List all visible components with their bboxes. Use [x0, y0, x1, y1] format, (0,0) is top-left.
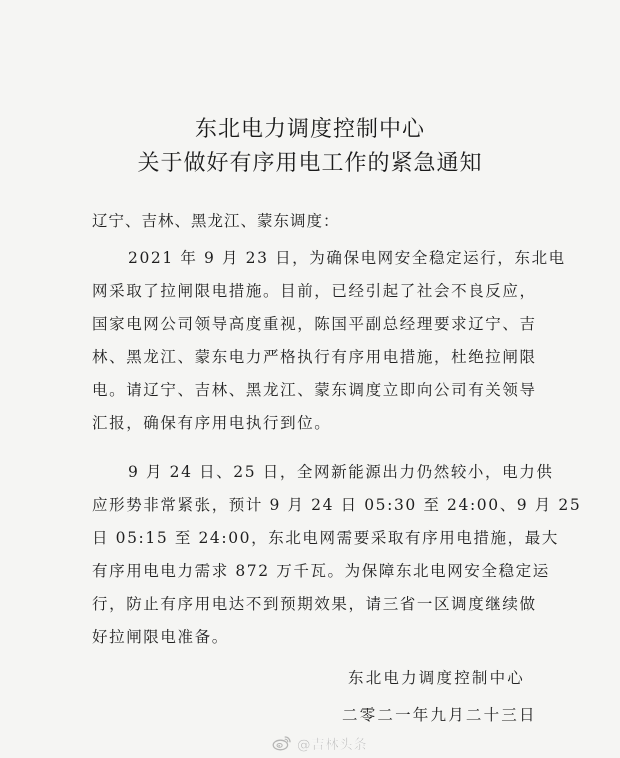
paragraph1-line: 汇报，确保有序用电执行到位。 — [92, 414, 332, 432]
paragraph1-line: 电。请辽宁、吉林、黑龙江、蒙东调度立即向公司有关领导 — [92, 381, 537, 399]
paragraph2-line: 行，防止有序用电达不到预期效果，请三省一区调度继续做 — [92, 595, 537, 613]
paragraph1-line: 2021 年 9 月 23 日，为确保电网安全稳定运行，东北电 — [128, 249, 566, 267]
paragraph2-line: 应形势非常紧张，预计 9 月 24 日 05:30 至 24:00、9 月 25 — [92, 496, 582, 514]
signature-organization: 东北电力调度控制中心 — [348, 669, 526, 687]
signature-date: 二零二一年九月二十三日 — [342, 706, 537, 724]
watermark-text: @吉林头条 — [297, 737, 367, 753]
paragraph2-line: 9 月 24 日、25 日，全网新能源出力仍然较小，电力供 — [128, 463, 554, 481]
watermark — [272, 733, 367, 753]
paragraph2-line: 好拉闸限电准备。 — [92, 628, 229, 646]
addressee-line: 辽宁、吉林、黑龙江、蒙东调度： — [92, 212, 340, 230]
paragraph1-line: 国家电网公司领导高度重视，陈国平副总经理要求辽宁、吉 — [92, 315, 537, 333]
notice-title-line2: 关于做好有序用电工作的紧急通知 — [137, 151, 483, 176]
paragraph1-line: 网采取了拉闸限电措施。目前，已经引起了社会不良反应， — [92, 282, 537, 300]
paragraph2-line: 日 05:15 至 24:00，东北电网需要采取有序用电措施，最大 — [92, 529, 559, 547]
paragraph2-line: 有序用电电力需求 872 万千瓦。为保障东北电网安全稳定运 — [92, 562, 550, 580]
weibo-icon — [272, 735, 292, 751]
paragraph1-line: 林、黑龙江、蒙东电力严格执行有序用电措施，杜绝拉闸限 — [92, 348, 537, 366]
notice-title-line1: 东北电力调度控制中心 — [194, 117, 425, 142]
